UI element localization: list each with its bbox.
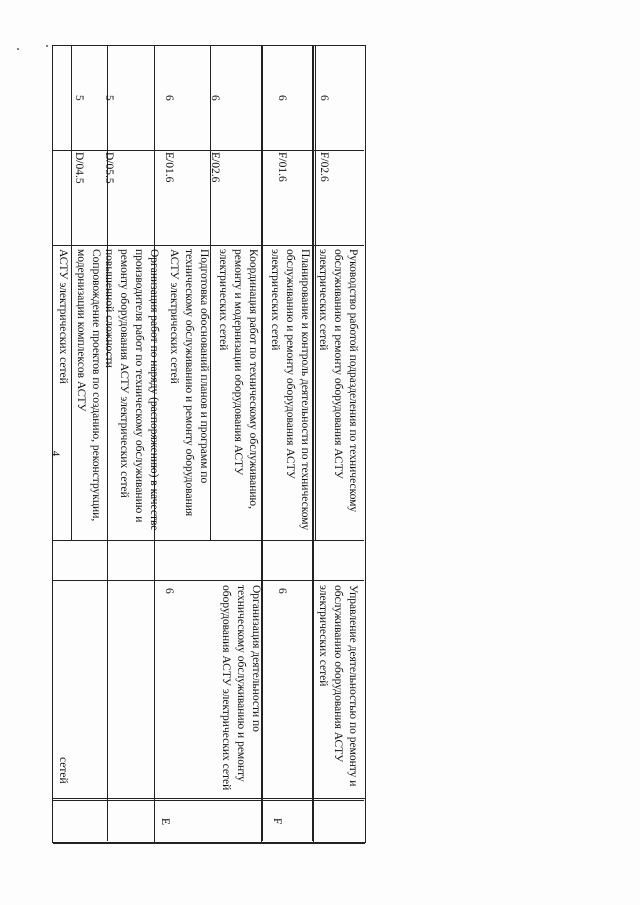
function-level [207,95,222,135]
cell-text: Организация деятельности по техническому обслуживанию и ремонту оборудования АСТУ электрических сетей [220,585,262,791]
scan-speck [17,48,19,50]
cell-text: Руководство работой подразделения по техническому обслуживанию и ремонту оборудования АСТУ электрических сетей [317,249,359,513]
col-border [52,580,364,581]
cell-text: 5 [103,95,115,101]
cell-text: Управление деятельностью по ремонту и обслуживанию оборудования АСТУ электрических сетей [317,585,359,787]
function-code [71,152,86,242]
function-name [73,249,103,539]
cell-text: 6 [318,95,330,101]
scan-speck [46,45,48,47]
function-name [315,249,360,539]
function-code [161,152,176,242]
cell-text: Подготовка обоснований планов и программ по техническому обслуживанию и ремонту оборудования АСТУ электрических сетей [168,249,210,517]
row-level [274,588,289,618]
row-border [312,45,313,841]
cell-text: сетей [57,757,69,784]
row-border [52,45,53,841]
continuation-function [55,249,70,539]
row-name [218,585,263,795]
function-name [267,249,312,539]
col-border [52,800,364,801]
function-level [316,95,331,135]
row-code [269,818,284,842]
function-name [101,249,161,539]
function-level [274,95,289,135]
cell-text: F [271,818,283,825]
cell-text: E [159,818,171,826]
cell-text: 6 [163,95,175,101]
function-level [161,95,176,135]
function-code [207,152,222,242]
function-name [215,249,260,539]
cell-text: Координация работ по техническому обслуживанию, ремонту и модернизации оборудования АСТУ электрических сетей [217,249,259,509]
cell-text: F/02.6 [318,152,330,182]
cell-text: Планирование и контроль деятельности по техническому обслуживанию и ремонту оборудования АСТУ электрических сетей [269,249,311,531]
cell-text: АСТУ электрических сетей [57,249,69,384]
function-code [274,152,289,242]
continuation-name [55,757,70,837]
row-level [161,588,176,618]
col-border [52,150,364,151]
cell-text: 6 [276,588,288,594]
function-level [101,95,116,135]
cell-text: 6 [209,95,221,101]
cell-text: Сопровождение проектов по созданию, реконструкции, модернизации комплексов АСТУ [75,249,102,522]
cell-text: D/04.5 [73,152,85,184]
page-number: 4 [49,450,62,457]
cell-text: 5 [73,95,85,101]
function-code [101,152,116,242]
cell-text: E/02.6 [209,152,221,183]
function-code [316,152,331,242]
cell-text: F/01.6 [276,152,288,182]
row-name [315,585,360,795]
function-name [166,249,211,539]
function-level [71,95,86,135]
col-border [52,245,364,246]
cell-text: 6 [276,95,288,101]
cell-text: Организация работ по наряду (распоряжению) в качестве производителя работ по техническому обслуживанию и ремонту оборудования АСТУ электрических сетей повышенной сложности [103,249,160,531]
cell-text: E/01.6 [163,152,175,183]
cell-text: 6 [163,588,175,594]
col-border [52,540,364,541]
cell-text: D/05.5 [103,152,115,184]
row-code [157,818,172,842]
row-separator [53,843,365,844]
